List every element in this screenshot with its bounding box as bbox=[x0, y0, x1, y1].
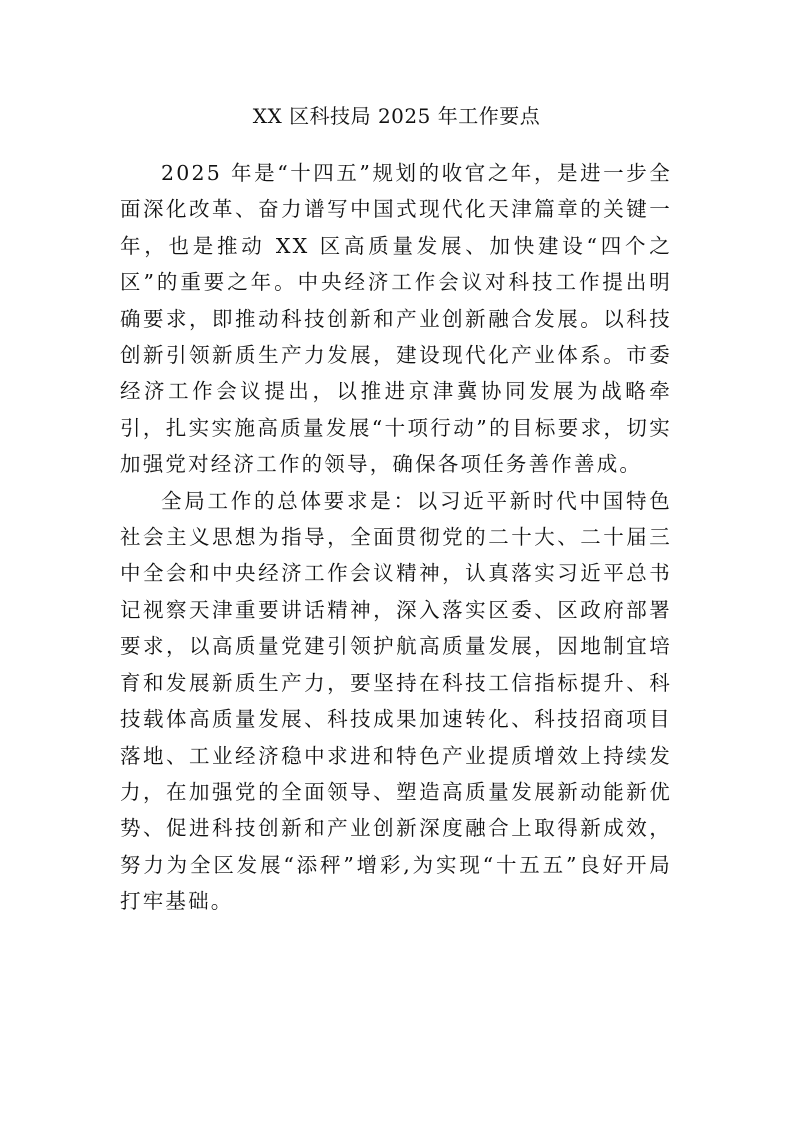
document-title: XX 区科技局 2025 年工作要点 bbox=[252, 104, 541, 128]
paragraph-requirements: 全局工作的总体要求是：以习近平新时代中国特色社会主义思想为指导，全面贯彻党的二十大、二十届三中全会和中央经济工作会议精神，认真落实习近平总书记视察天津重要讲话精神，深入落实区委、区政府部署要求，以高质量党建引领护航高质量发展，因地制宜培育和发展新质生产力，要坚持在科技工信指标提升、科技载体高质量发展、科技成果加速转化、科技招商项目落地、工业经济稳中求进和特色产业提质增效上持续发力，在加强党的全面领导、塑造高质量发展新动能新优势、促进科技创新和产业创新深度融合上取得新成效，努力为全区发展“添秤”增彩,为实现“十五五”良好开局打牢基础。 bbox=[120, 488, 672, 914]
document-body bbox=[120, 155, 672, 920]
paragraph-intro: 2025 年是“十四五”规划的收官之年，是进一步全面深化改革、奋力谱写中国式现代化天津篇章的关键一年，也是推动 XX 区高质量发展、加快建设“四个之区”的重要之年。中央经济工作会议对科技工作提出明确要求，即推动科技创新和产业创新融合发展。以科技创新引领新质生产力发展，建设现代化产业体系。市委经济工作会议提出，以推进京津冀协同发展为战略牵引，扎实实施高质量发展“十项行动”的目标要求，切实加强党对经济工作的领导，确保各项任务善作善成。 bbox=[120, 161, 672, 477]
